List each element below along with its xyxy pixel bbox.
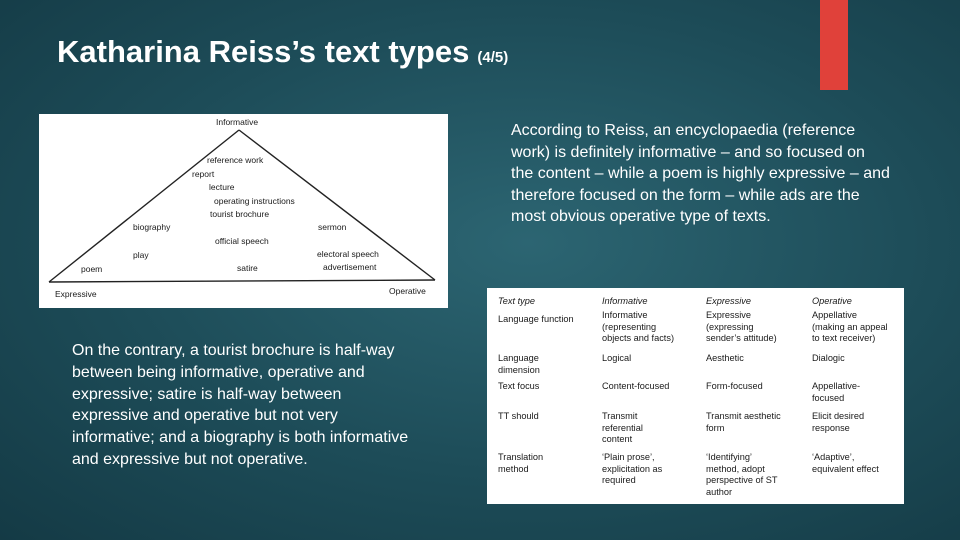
table-cell: ‘Identifying’ method, adopt perspective of ST author — [706, 452, 778, 497]
table-cell: Logical — [602, 353, 632, 363]
label-electoral-speech: electoral speech — [317, 249, 379, 259]
slide-number: (4/5) — [477, 49, 509, 66]
label-play: play — [133, 250, 149, 260]
table-cell: Expressive (expressing sender’s attitude) — [706, 310, 777, 343]
table-cell: Appellative (making an appeal to text receiver) — [812, 310, 888, 343]
label-report: report — [192, 169, 215, 179]
slide-title — [57, 34, 508, 70]
table-cell: Dialogic — [812, 353, 845, 363]
label-satire: satire — [237, 263, 258, 273]
label-official-speech: official speech — [215, 236, 269, 246]
table-cell: ‘Adaptive’, equivalent effect — [812, 452, 879, 474]
apex-label: Informative — [216, 117, 259, 127]
label-poem: poem — [81, 264, 103, 274]
table-header-cell: Informative — [602, 296, 648, 306]
right-corner-label: Operative — [389, 286, 426, 296]
table-cell: Aesthetic — [706, 353, 744, 363]
label-operating-instructions: operating instructions — [214, 196, 295, 206]
text-type-triangle — [39, 114, 448, 308]
label-sermon: sermon — [318, 222, 347, 232]
paragraph-right: According to Reiss, an encyclopaedia (reference work) is definitely informative – and so focused on the content – while a poem is highly expressive – and therefore focused on the form – while ads are the most obvious operative type of texts. — [511, 122, 890, 225]
text-type-table — [487, 288, 904, 504]
table-cell: Transmit aesthetic form — [706, 411, 781, 433]
table-row-label: Language function — [498, 314, 574, 324]
label-biography: biography — [133, 222, 171, 232]
table-cell: Appellative- focused — [812, 381, 861, 403]
table-header-cell: Expressive — [706, 296, 751, 306]
label-advertisement: advertisement — [323, 262, 377, 272]
table-row-label: Language dimension — [498, 353, 540, 375]
table-cell: ‘Plain prose’, explicitation as required — [602, 452, 663, 485]
table-cell: Elicit desired response — [812, 411, 865, 433]
table-row-label: Text focus — [498, 381, 540, 391]
table-header-cell: Text type — [498, 296, 535, 306]
table-row-label: Translation method — [498, 452, 544, 474]
table-cell: Form-focused — [706, 381, 763, 391]
paragraph-left: On the contrary, a tourist brochure is half-way between being informative, operative and expressive; satire is half-way between expressive and operative but not very informative; and a biography is both informative and expressive but not operative. — [72, 342, 409, 468]
accent-bar — [820, 0, 848, 90]
table-cell: Transmit referential content — [602, 411, 643, 444]
slide-title-text: Katharina Reiss’s text types — [57, 34, 470, 69]
label-reference-work: reference work — [207, 155, 264, 165]
label-lecture: lecture — [209, 182, 235, 192]
table-cell: Informative (representing objects and facts) — [602, 310, 675, 343]
table-header-cell: Operative — [812, 296, 852, 306]
label-tourist-brochure: tourist brochure — [210, 209, 270, 219]
table-cell: Content-focused — [602, 381, 670, 391]
table-row-label: TT should — [498, 411, 539, 421]
left-corner-label: Expressive — [55, 289, 97, 299]
triangle-base — [49, 280, 435, 282]
